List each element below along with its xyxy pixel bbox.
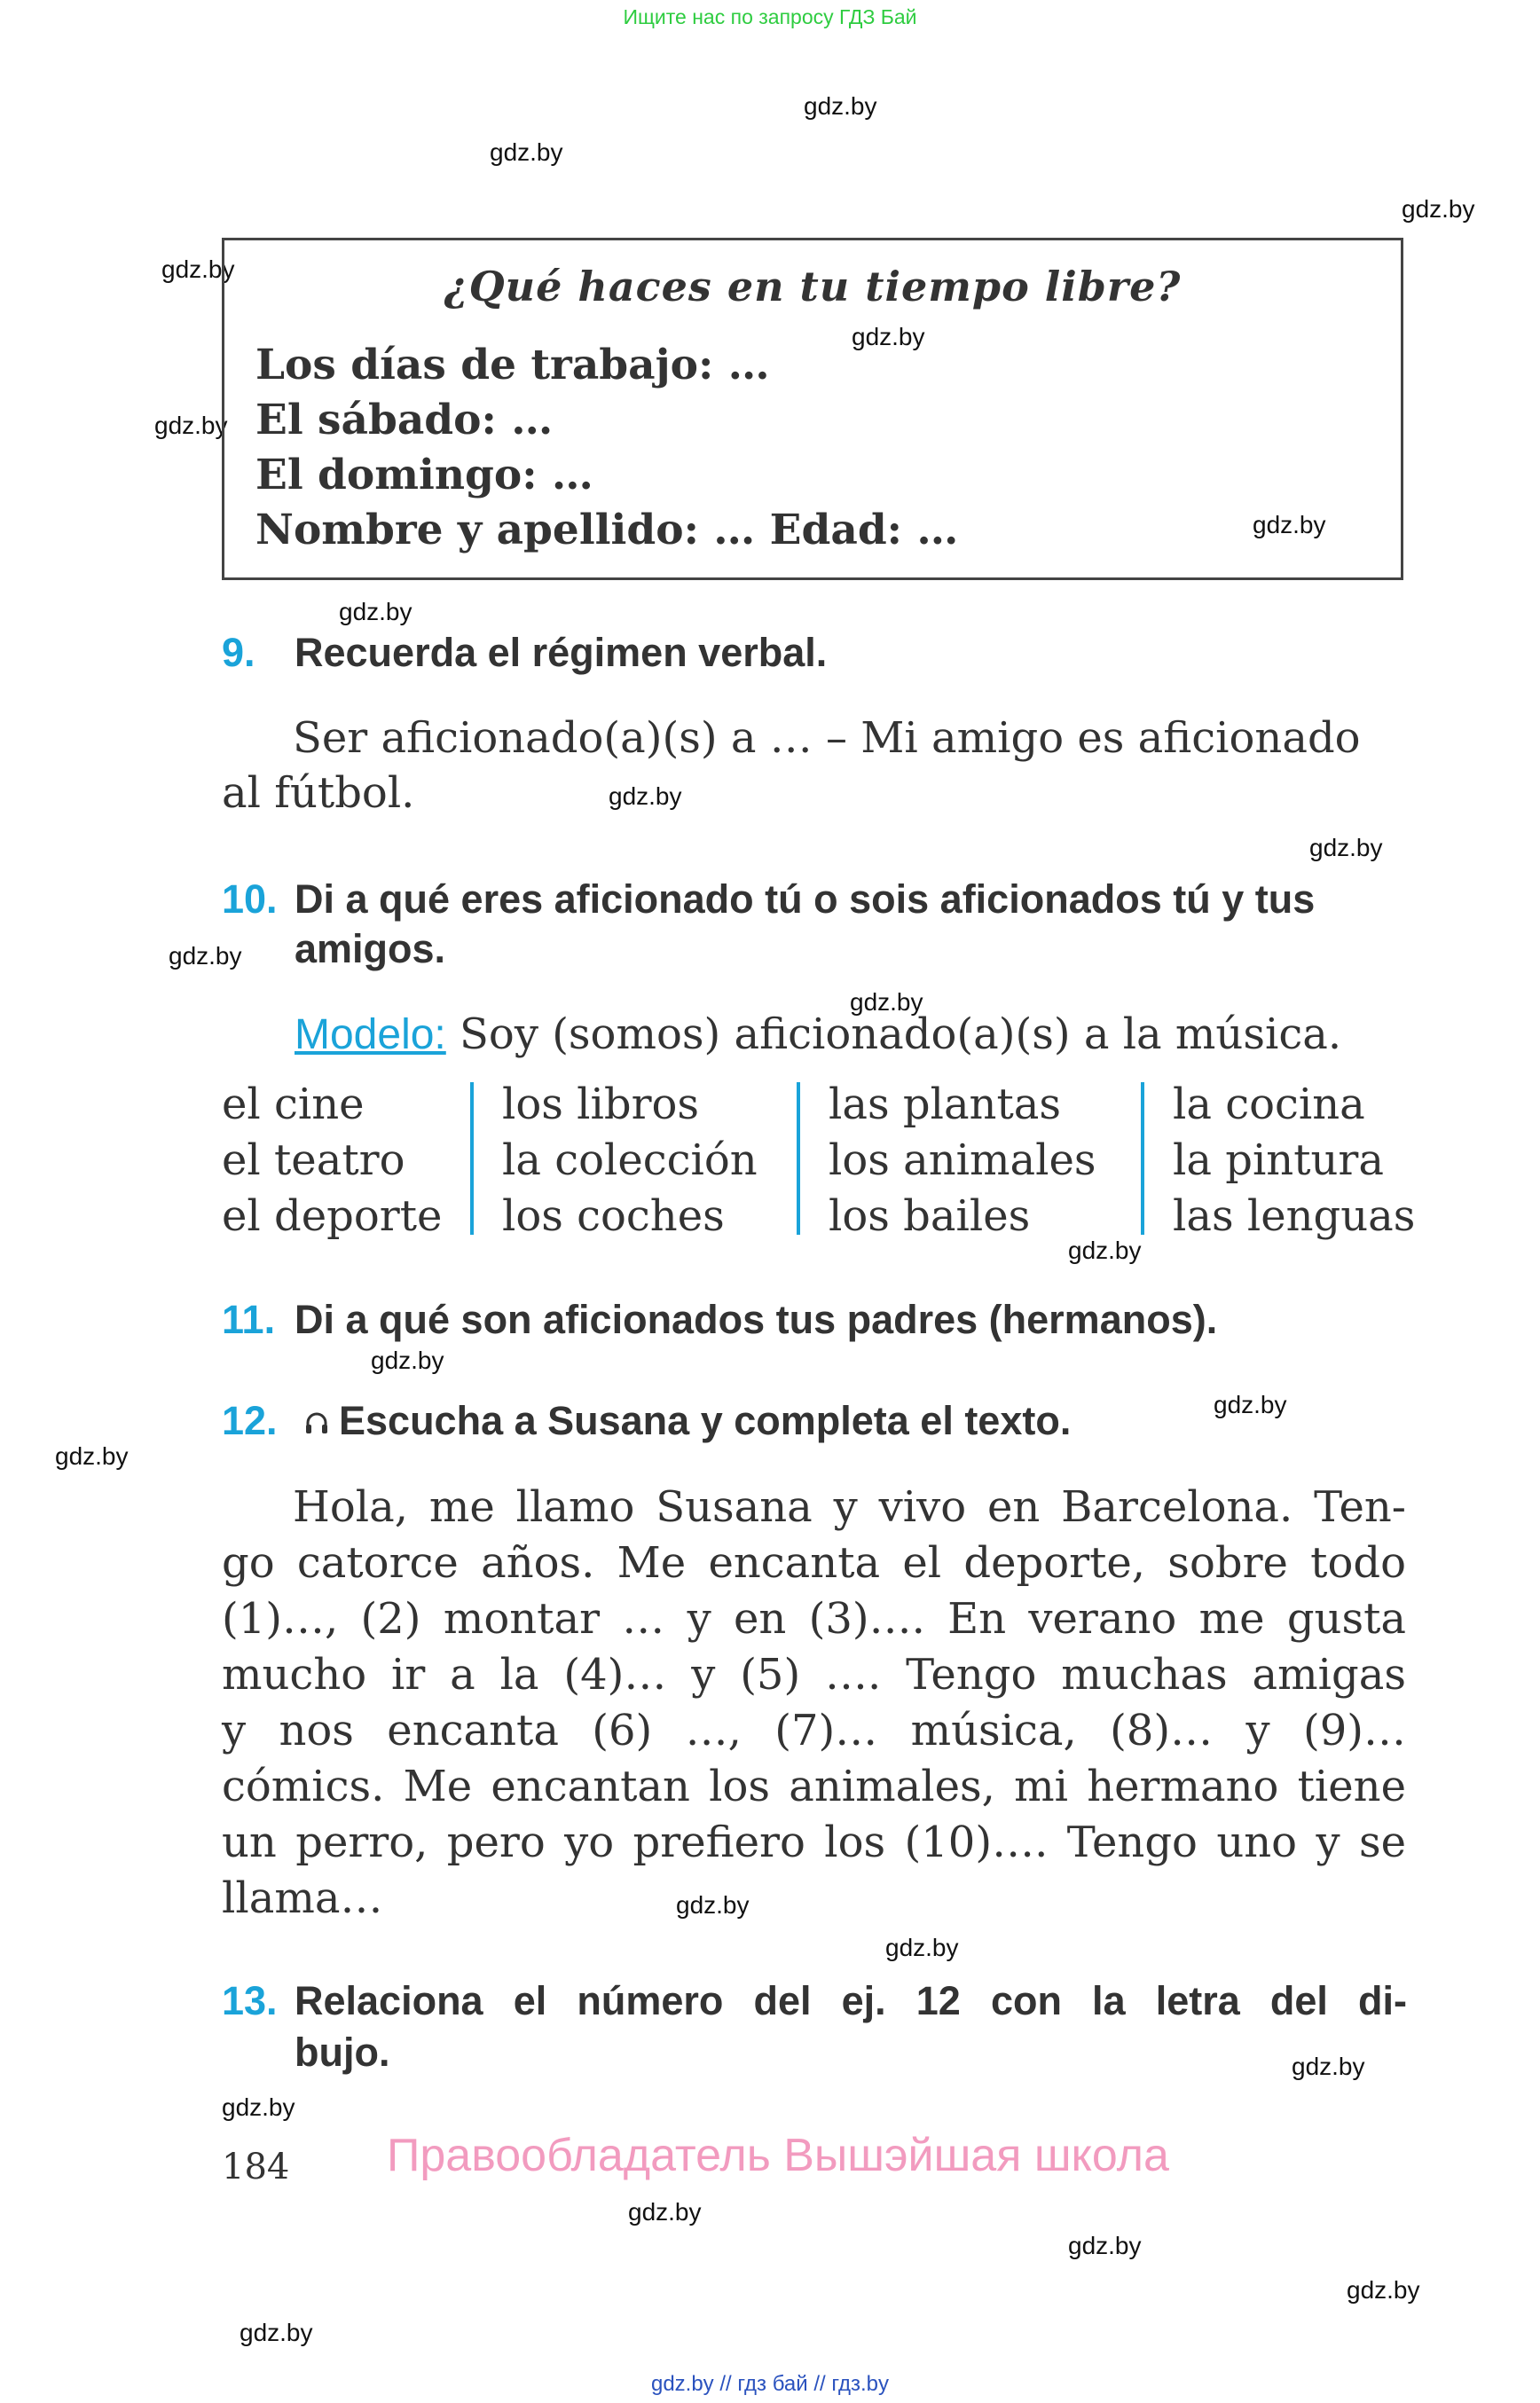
vocab-item: el cine <box>222 1080 365 1129</box>
watermark: gdz.by <box>1214 1391 1287 1418</box>
vocab-item: las lenguas <box>1173 1191 1416 1241</box>
exercise-title: Di a qué eres aficionado tú o sois aficionados tú y tus <box>295 876 1316 922</box>
modelo-label: Modelo: <box>295 1011 446 1058</box>
watermark: gdz.by <box>885 1934 959 1961</box>
watermark: gdz.by <box>161 255 235 283</box>
watermark: gdz.by <box>852 323 925 350</box>
watermark: gdz.by <box>154 412 228 439</box>
top-banner: Ищите нас по запросу ГДЗ Бай <box>623 5 917 28</box>
vocab-item: los libros <box>502 1080 700 1129</box>
footer-links[interactable]: gdz.by // гдз бай // гдз.by <box>650 2372 890 2396</box>
page-number: 184 <box>222 2147 290 2187</box>
watermark: gdz.by <box>1402 195 1475 223</box>
vocab-item: el deporte <box>222 1191 443 1241</box>
form-title: ¿Qué haces en tu tiempo libre? <box>444 263 1182 310</box>
vocab-column <box>502 1077 758 1245</box>
column-divider <box>1141 1082 1144 1235</box>
watermark: gdz.by <box>1253 511 1326 538</box>
watermark: gdz.by <box>850 988 923 1016</box>
column-divider <box>797 1082 800 1235</box>
watermark: gdz.by <box>240 2319 313 2346</box>
exercise-title: bujo. <box>295 2030 390 2075</box>
watermark: gdz.by <box>1292 2053 1365 2080</box>
watermark: gdz.by <box>1068 1237 1142 1264</box>
form-line: El domingo: … <box>255 451 593 499</box>
exercise-title: Recuerda el régimen verbal. <box>295 630 828 675</box>
watermark: gdz.by <box>1347 2276 1420 2304</box>
paragraph-line: (1)…, (2) montar … y en (3)…. En verano me gusta <box>222 1594 1406 1644</box>
watermark: gdz.by <box>339 598 412 625</box>
exercise-title: Di a qué son aficionados tus padres (hermanos). <box>295 1297 1218 1342</box>
modelo-line <box>295 1009 1341 1059</box>
paragraph-line: Hola, me llamo Susana y vivo en Barcelona. Ten- <box>293 1482 1406 1532</box>
watermark: gdz.by <box>222 2093 295 2121</box>
exercise-number: 12. <box>222 1398 278 1443</box>
watermark: gdz.by <box>609 782 682 810</box>
copyright-holder: Правообладатель Вышэйшая школа <box>387 2130 1169 2181</box>
watermark: gdz.by <box>490 138 563 166</box>
exercise-number: 11. <box>222 1297 276 1342</box>
vocab-item: la cocina <box>1173 1080 1365 1129</box>
paragraph-line: llama… <box>222 1873 383 1923</box>
watermark: gdz.by <box>1309 834 1383 861</box>
headphones-icon[interactable] <box>303 1401 330 1447</box>
exercise-title: amigos. <box>295 926 446 971</box>
paragraph-line: y nos encanta (6) …, (7)… música, (8)… y (9)… <box>222 1706 1406 1755</box>
exercise-title-row <box>303 1398 1071 1447</box>
exercise-text: al fútbol. <box>222 768 415 818</box>
paragraph-line: mucho ir a la (4)… y (5) …. Tengo muchas amigas <box>222 1650 1406 1700</box>
vocab-item: la colección <box>502 1135 758 1185</box>
watermark: gdz.by <box>676 1891 750 1919</box>
watermark: gdz.by <box>1068 2232 1142 2259</box>
exercise-paragraph <box>222 1480 1406 1927</box>
vocab-item: las plantas <box>829 1080 1062 1129</box>
watermark: gdz.by <box>169 942 242 970</box>
exercise-title: Relaciona el número del ej. 12 con la letra del di- <box>295 1978 1407 2023</box>
vocab-item: los coches <box>502 1191 725 1241</box>
paragraph-line: un perro, pero yo prefiero los (10)…. Tengo uno y se <box>222 1818 1406 1867</box>
vocab-item: la pintura <box>1173 1135 1384 1185</box>
paragraph-line: cómics. Me encantan los animales, mi hermano tiene <box>222 1762 1406 1811</box>
column-divider <box>470 1082 474 1235</box>
watermark: gdz.by <box>804 92 877 120</box>
form-line: Nombre y apellido: … Edad: … <box>255 506 959 554</box>
exercise-text: Ser aficionado(a)(s) a … – Mi amigo es aficionado <box>293 713 1361 763</box>
vocab-column <box>829 1077 1096 1245</box>
vocab-column <box>1173 1077 1415 1245</box>
modelo-text: Soy (somos) aficionado(a)(s) a la música. <box>460 1009 1342 1059</box>
exercise-title: Escucha a Susana y completa el texto. <box>339 1398 1072 1443</box>
form-line: El sábado: … <box>255 396 554 444</box>
vocab-item: los bailes <box>829 1191 1031 1241</box>
vocab-column <box>222 1077 442 1245</box>
watermark: gdz.by <box>371 1347 444 1374</box>
exercise-number: 10. <box>222 876 278 922</box>
exercise-number: 13. <box>222 1978 278 2023</box>
vocab-item: los animales <box>829 1135 1096 1185</box>
form-line: Los días de trabajo: … <box>255 341 770 389</box>
exercise-number: 9. <box>222 630 255 675</box>
watermark: gdz.by <box>628 2198 702 2226</box>
vocab-item: el teatro <box>222 1135 405 1185</box>
watermark: gdz.by <box>55 1442 129 1470</box>
paragraph-line: go catorce años. Me encanta el deporte, sobre todo <box>222 1538 1406 1588</box>
